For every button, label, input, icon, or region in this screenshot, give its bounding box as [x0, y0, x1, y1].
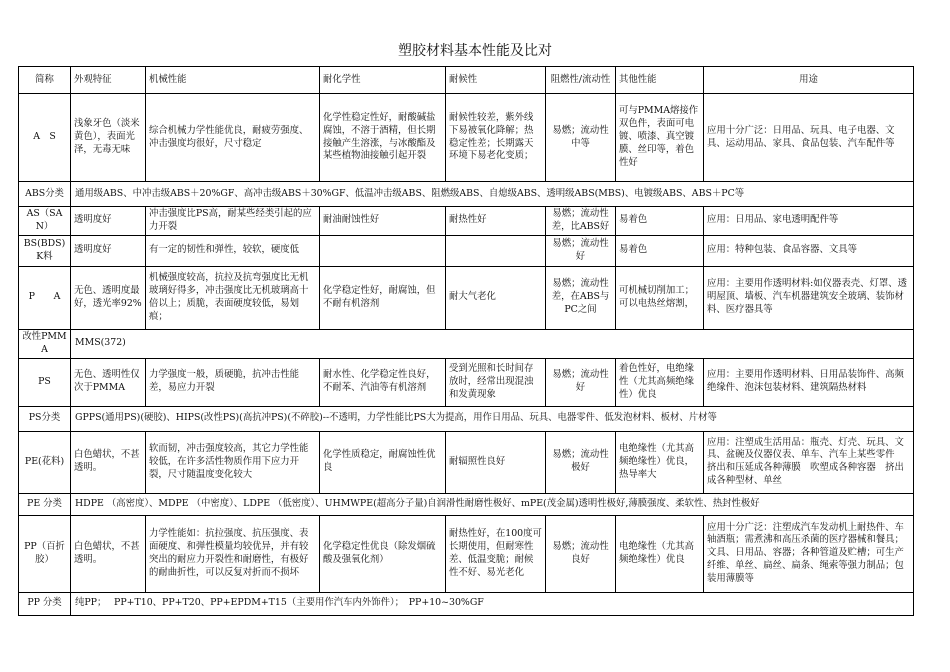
- usage-cell: 应用：主要用作透明材料、日用品装饰件、高频绝缘件、泡沫包装材料、建筑隔热材料: [704, 358, 914, 406]
- appearance-cell: 无色、透明度最好，透光率92%: [71, 266, 146, 329]
- flame-cell: 易燃；流动性好: [546, 235, 616, 266]
- mechanical-cell: 综合机械力学性能优良，耐疲劳强度、冲击强度均很好，尺寸稳定: [146, 94, 320, 182]
- flame-cell: 易燃；流动性良好: [546, 515, 616, 592]
- header-mechanical: 机械性能: [146, 67, 320, 94]
- flame-cell: 易燃；流动性差，在ABS与PC之间: [546, 266, 616, 329]
- chemical-cell: 耐水性、化学稳定性良好，不耐苯、汽油等有机溶剂: [320, 358, 446, 406]
- material-name: AS（SAN）: [19, 207, 71, 236]
- flame-cell: 易燃；流动性差，比ABS好: [546, 207, 616, 236]
- category-list: 纯PP； PP+T10、PP+T20、PP+EPDM+T15（主要用作汽车内外饰件）； PP+10~30%GF: [71, 592, 914, 615]
- appearance-cell: 白色蜡状，不甚透明。: [71, 431, 146, 493]
- header-other: 其他性能: [616, 67, 704, 94]
- category-row: [19, 406, 914, 431]
- usage-cell: 应用：日用品、家电透明配件等: [704, 207, 914, 236]
- header-row: [19, 67, 914, 94]
- header-name: 简称: [19, 67, 71, 94]
- other-cell: 易着色: [616, 207, 704, 236]
- chemical-cell: 化学稳定性好，耐腐蚀，但不耐有机溶剂: [320, 266, 446, 329]
- mechanical-cell: 有一定的韧性和弹性，较软，硬度低: [146, 235, 320, 266]
- material-name: PS分类: [19, 406, 71, 431]
- material-name: ABS分类: [19, 182, 71, 207]
- material-row: [19, 94, 914, 182]
- category-row: [19, 182, 914, 207]
- mechanical-cell: 机械强度较高，抗拉及抗弯强度比无机玻璃好得多，冲击强度比无机玻璃高十倍以上；质脆，表面硬度较低，易划痕；: [146, 266, 320, 329]
- chemical-cell: 化学性质稳定，耐腐蚀性优良: [320, 431, 446, 493]
- mechanical-cell: 力学性能如：抗拉强度、抗压强度、表面硬度、和弹性模量均较优异，并有较突出的耐应力开裂性和耐磨性，有极好的耐曲折性，可以反复对折而不损坏: [146, 515, 320, 592]
- category-row: [19, 592, 914, 615]
- weather-cell: [446, 235, 546, 266]
- other-cell: 可与PMMA熔接作双色件，表面可电镀、喷漆、真空镀膜、丝印等，着色性好: [616, 94, 704, 182]
- appearance-cell: 透明度好: [71, 207, 146, 236]
- flame-cell: 易燃；流动性极好: [546, 431, 616, 493]
- appearance-cell: 浅象牙色（淡米黄色），表面光泽，无毒无味: [71, 94, 146, 182]
- weather-cell: 耐候性较差，紫外线下易被氧化降解；热稳定性差；长期露天环境下易老化变质；: [446, 94, 546, 182]
- chemical-cell: [320, 235, 446, 266]
- material-row: [19, 266, 914, 329]
- header-weather: 耐候性: [446, 67, 546, 94]
- other-cell: 可机械切削加工；可以电热丝熔割，: [616, 266, 704, 329]
- appearance-cell: 无色、透明性仅次于PMMA: [71, 358, 146, 406]
- usage-cell: 应用：主要用作透明材料:如仪器表壳、灯罩、透明屋顶、墙板、汽车机器建筑安全玻璃、装饰材料、医疗器具等: [704, 266, 914, 329]
- category-list: 通用级ABS、中冲击级ABS＋20%GF、高冲击级ABS＋30%GF、低温冲击级ABS、阻燃级ABS、自熄级ABS、透明级ABS(MBS)、电镀级ABS、ABS＋PC等: [71, 182, 914, 207]
- weather-cell: 受到光照和长时间存放时，经常出现混浊和发黄现象: [446, 358, 546, 406]
- category-list: MMS(372): [71, 329, 914, 358]
- category-list: GPPS(通用PS)(硬胶)、HIPS(改性PS)(高抗冲PS)(不碎胶)--不透明，力学性能比PS大为提高，用作日用品、玩具、电器零件、低发泡材料、板材、片材等: [71, 406, 914, 431]
- chemical-cell: 耐油耐蚀性好: [320, 207, 446, 236]
- mechanical-cell: 力学强度一般，质硬脆，抗冲击性能差，易应力开裂: [146, 358, 320, 406]
- other-cell: 电绝缘性（尤其高频绝缘性）优良，热导率大: [616, 431, 704, 493]
- material-name: PS: [19, 358, 71, 406]
- category-list: HDPE （高密度）、MDPE （中密度）、LDPE （低密度）、UHMWPE(超高分子量)自润滑性耐磨性极好、mPE(茂金属)透明性极好,薄膜强度、柔软性、热封性极好: [71, 493, 914, 515]
- material-name: BS(BDS)K料: [19, 235, 71, 266]
- material-name: PP 分类: [19, 592, 71, 615]
- other-cell: 电绝缘性（尤其高频绝缘性）优良: [616, 515, 704, 592]
- material-name: PE(花料): [19, 431, 71, 493]
- usage-cell: 应用十分广泛：注塑成汽车发动机上耐热件、车轴酒瓶；需煮沸和高压杀菌的医疗器械和餐具；文具、日用品、容器；各种管道及贮槽；可生产纤维、单丝、扁丝、扁条、绳索等强力制品；包装用薄膜等: [704, 515, 914, 592]
- weather-cell: 耐热性好，在100度可长期使用，但耐寒性差、低温变脆；耐候性不好、易光老化: [446, 515, 546, 592]
- header-chemical: 耐化学性: [320, 67, 446, 94]
- flame-cell: 易燃；流动性中等: [546, 94, 616, 182]
- other-cell: 着色性好，电绝缘性（尤其高频绝缘性）优良: [616, 358, 704, 406]
- header-usage: 用途: [704, 67, 914, 94]
- appearance-cell: 白色蜡状，不甚透明。: [71, 515, 146, 592]
- usage-cell: 应用：特种包装、食品容器、文具等: [704, 235, 914, 266]
- weather-cell: 耐辐照性良好: [446, 431, 546, 493]
- mechanical-cell: 冲击强度比PS高，耐某些经类引起的应力开裂: [146, 207, 320, 236]
- other-cell: 易着色: [616, 235, 704, 266]
- material-row: [19, 431, 914, 493]
- weather-cell: 耐大气老化: [446, 266, 546, 329]
- usage-cell: 应用：注塑成生活用品：瓶壳、灯壳、玩具、文具、盆碗及仪器仪表、单车、汽车上某些零件 挤出和压延成各种薄膜 吹塑成各种容器 挤出成各种型材、单丝: [704, 431, 914, 493]
- mechanical-cell: 软而韧，冲击强度较高，其它力学性能较低，在许多活性物质作用下应力开裂，尺寸随温度变化较大: [146, 431, 320, 493]
- material-name: 改性PMMA: [19, 329, 71, 358]
- chemical-cell: 化学稳定性优良（除发烟硫酸及强氧化剂）: [320, 515, 446, 592]
- category-row: [19, 493, 914, 515]
- material-row: [19, 207, 914, 236]
- chemical-cell: 化学性稳定性好，耐酸碱盐腐蚀，不溶于酒精，但长期接触产生溶涨，与冰酸酯及某些植物油接触引起开裂: [320, 94, 446, 182]
- material-name: PE 分类: [19, 493, 71, 515]
- flame-cell: 易燃；流动性好: [546, 358, 616, 406]
- material-name: PP（百折胶）: [19, 515, 71, 592]
- usage-cell: 应用十分广泛：日用品、玩具、电子电器、文具、运动用品、家具、食品包装、汽车配件等: [704, 94, 914, 182]
- material-name: P A: [19, 266, 71, 329]
- category-row: [19, 329, 914, 358]
- material-row: [19, 515, 914, 592]
- header-flame: 阻燃性/流动性: [546, 67, 616, 94]
- material-row: [19, 235, 914, 266]
- appearance-cell: 透明度好: [71, 235, 146, 266]
- material-row: [19, 358, 914, 406]
- material-comparison-table: [18, 66, 914, 616]
- page-title: 塑胶材料基本性能及比对: [398, 43, 552, 59]
- weather-cell: 耐热性好: [446, 207, 546, 236]
- header-appearance: 外观特征: [71, 67, 146, 94]
- material-name: A S: [19, 94, 71, 182]
